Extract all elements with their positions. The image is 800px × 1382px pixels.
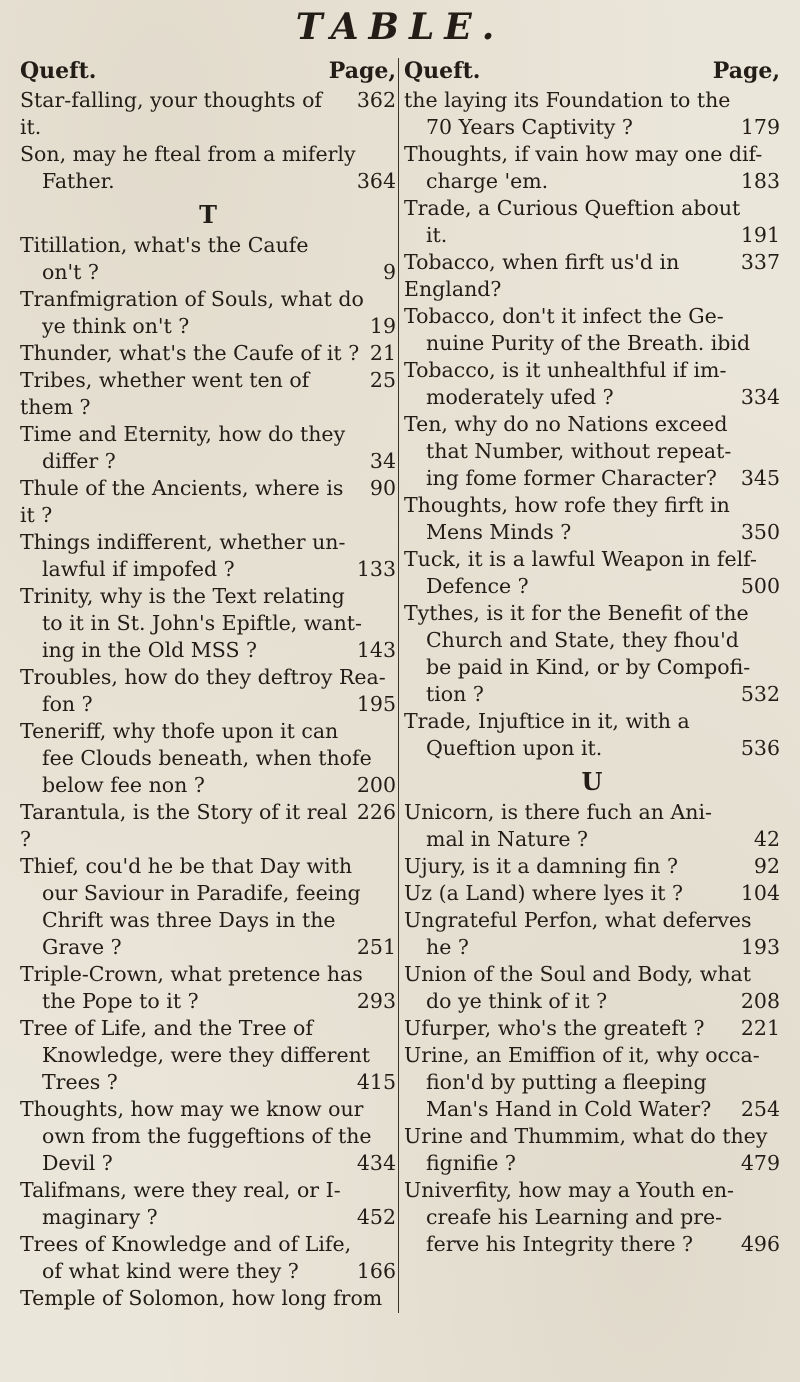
left-column bbox=[20, 58, 396, 1312]
index-entry bbox=[20, 1285, 396, 1312]
entry-line: Union of the Soul and Body, what bbox=[404, 962, 751, 986]
index-entry bbox=[20, 529, 396, 583]
entry-page-number: 191 bbox=[740, 223, 780, 247]
entry-line: Trinity, why is the Text relating bbox=[20, 584, 345, 608]
entry-page-number: 254 bbox=[740, 1097, 780, 1121]
entry-line: 193 he ? bbox=[426, 935, 780, 959]
entry-line: 532 tion ? bbox=[426, 682, 780, 706]
entry-line: Trees of Knowledge and of Life, bbox=[20, 1232, 352, 1256]
entry-page-number: 479 bbox=[740, 1151, 780, 1175]
section-letter-u: U bbox=[581, 767, 603, 796]
entry-page-number: 532 bbox=[740, 682, 780, 706]
entry-page-number: 337 bbox=[740, 250, 780, 274]
index-entry bbox=[20, 853, 396, 961]
entry-line: our Saviour in Paradife, feeing bbox=[42, 881, 361, 905]
entry-page-number: 166 bbox=[356, 1259, 396, 1283]
entry-line: 293 the Pope to it ? bbox=[42, 989, 396, 1013]
entry-line: to it in St. John's Epiftle, want- bbox=[42, 611, 362, 635]
index-entry bbox=[20, 367, 396, 421]
index-entry bbox=[20, 718, 396, 799]
entry-line: 166 of what kind were they ? bbox=[42, 1259, 396, 1283]
index-entry bbox=[404, 600, 780, 708]
entry-line: Titillation, what's the Caufe bbox=[20, 233, 309, 257]
index-entry bbox=[20, 583, 396, 664]
column-divider bbox=[398, 58, 399, 1313]
entry-line: 251 Grave ? bbox=[42, 935, 396, 959]
page-label: Page, bbox=[712, 58, 780, 84]
entry-page-number: 193 bbox=[740, 935, 780, 959]
entry-line: Urine, an Emiffion of it, why occa- bbox=[404, 1043, 760, 1067]
index-entry bbox=[404, 961, 780, 1015]
index-entry bbox=[404, 907, 780, 961]
right-entries-u bbox=[404, 799, 780, 1258]
right-column bbox=[404, 58, 780, 1258]
entry-line: 25 Tribes, whether went ten of them ? bbox=[20, 368, 396, 419]
index-entry bbox=[20, 232, 396, 286]
entry-line: 200 below fee non ? bbox=[42, 773, 396, 797]
section-letter-t: T bbox=[199, 200, 217, 229]
entry-line: 42 mal in Nature ? bbox=[426, 827, 780, 851]
entry-line: 345 ing fome former Character? bbox=[426, 466, 780, 490]
index-entry bbox=[20, 1231, 396, 1285]
entry-line: 337 Tobacco, when firft us'd in England? bbox=[404, 250, 780, 301]
index-entry bbox=[404, 1123, 780, 1177]
entry-page-number: 415 bbox=[356, 1070, 396, 1094]
index-entry bbox=[20, 475, 396, 529]
entry-line: fee Clouds beneath, when thofe bbox=[42, 746, 372, 770]
entry-line: Ungrateful Perfon, what deferves bbox=[404, 908, 752, 932]
page-label: Page, bbox=[328, 58, 396, 84]
entry-line: 21 Thunder, what's the Caufe of it ? bbox=[20, 341, 396, 365]
entry-line: Trade, a Curious Queftion about bbox=[404, 196, 741, 220]
entry-line: Thoughts, how may we know our bbox=[20, 1097, 364, 1121]
entry-line: that Number, without repeat- bbox=[426, 439, 732, 463]
entry-page-number: 500 bbox=[740, 574, 780, 598]
entry-line: 334 moderately ufed ? bbox=[426, 385, 780, 409]
entry-line: 452 maginary ? bbox=[42, 1205, 396, 1229]
entry-page-number: 452 bbox=[356, 1205, 396, 1229]
entry-line: nuine Purity of the Breath. ibid bbox=[426, 331, 751, 355]
entry-line: Triple-Crown, what pretence has bbox=[20, 962, 363, 986]
entry-line: 500 Defence ? bbox=[426, 574, 780, 598]
entry-line: Tythes, is it for the Benefit of the bbox=[404, 601, 749, 625]
index-entry bbox=[404, 853, 780, 880]
entry-line: Talifmans, were they real, or I- bbox=[20, 1178, 341, 1202]
entry-line: 254 Man's Hand in Cold Water? bbox=[426, 1097, 780, 1121]
entry-page-number: 334 bbox=[740, 385, 780, 409]
entry-line: 479 fignifie ? bbox=[426, 1151, 780, 1175]
entry-page-number: 364 bbox=[356, 169, 396, 193]
index-entry bbox=[404, 546, 780, 600]
entry-line: 104 Uz (a Land) where lyes it ? bbox=[404, 881, 780, 905]
entry-line: fion'd by putting a fleeping bbox=[426, 1070, 707, 1094]
index-entry bbox=[404, 708, 780, 762]
index-entry bbox=[404, 195, 780, 249]
entry-page-number: 208 bbox=[740, 989, 780, 1013]
index-entry bbox=[20, 286, 396, 340]
entry-page-number: 536 bbox=[740, 736, 780, 760]
entry-line: Univerfity, how may a Youth en- bbox=[404, 1178, 734, 1202]
entry-line: Troubles, how do they deftroy Rea- bbox=[20, 665, 386, 689]
entry-page-number: 200 bbox=[356, 773, 396, 797]
entry-page-number: 496 bbox=[740, 1232, 780, 1256]
entry-line: 536 Queftion upon it. bbox=[426, 736, 780, 760]
entry-page-number: 183 bbox=[740, 169, 780, 193]
entry-line: creafe his Learning and pre- bbox=[426, 1205, 723, 1229]
entry-page-number: 42 bbox=[753, 827, 780, 851]
right-column-header bbox=[404, 58, 780, 85]
entry-line: 195 fon ? bbox=[42, 692, 396, 716]
entry-line: 183 charge 'em. bbox=[426, 169, 780, 193]
entry-page-number: 226 bbox=[356, 800, 396, 824]
entry-line: Tobacco, is it unhealthful if im- bbox=[404, 358, 727, 382]
index-entry bbox=[404, 1015, 780, 1042]
index-entry bbox=[404, 799, 780, 853]
index-entry bbox=[404, 87, 780, 141]
entry-line: Time and Eternity, how do they bbox=[20, 422, 346, 446]
index-entry bbox=[404, 357, 780, 411]
entry-line: be paid in Kind, or by Compofi- bbox=[426, 655, 751, 679]
entry-line: Ten, why do no Nations exceed bbox=[404, 412, 728, 436]
entry-line: 191 it. bbox=[426, 223, 780, 247]
entry-line: Things indifferent, whether un- bbox=[20, 530, 346, 554]
entry-page-number: 90 bbox=[369, 476, 396, 500]
entry-line: 179 70 Years Captivity ? bbox=[426, 115, 780, 139]
index-entry bbox=[20, 799, 396, 853]
index-entry bbox=[20, 961, 396, 1015]
index-entry bbox=[404, 880, 780, 907]
index-entry bbox=[404, 141, 780, 195]
index-entry bbox=[20, 1015, 396, 1096]
index-entry bbox=[20, 421, 396, 475]
entry-page-number: 179 bbox=[740, 115, 780, 139]
entry-line: Teneriff, why thofe upon it can bbox=[20, 719, 339, 743]
entry-line: Tobacco, don't it infect the Ge- bbox=[404, 304, 724, 328]
index-entry bbox=[20, 87, 396, 141]
entry-line: 208 do ye think of it ? bbox=[426, 989, 780, 1013]
index-entry bbox=[20, 340, 396, 367]
index-entry bbox=[20, 141, 396, 195]
entry-line: Trade, Injuftice in it, with a bbox=[404, 709, 690, 733]
running-head: TABLE. bbox=[295, 6, 505, 48]
entry-page-number: 293 bbox=[356, 989, 396, 1013]
entry-page-number: 104 bbox=[740, 881, 780, 905]
entry-line: 90 Thule of the Ancients, where is it ? bbox=[20, 476, 396, 527]
entry-line: 143 ing in the Old MSS ? bbox=[42, 638, 396, 662]
entry-page-number: 25 bbox=[369, 368, 396, 392]
entry-line: 415 Trees ? bbox=[42, 1070, 396, 1094]
entry-line: 362 Star-falling, your thoughts of it. bbox=[20, 88, 396, 139]
entry-line: 221 Ufurper, who's the greateft ? bbox=[404, 1016, 780, 1040]
entry-page-number: 195 bbox=[356, 692, 396, 716]
entry-line: Thoughts, how rofe they firft in bbox=[404, 493, 730, 517]
entry-line: 496 ferve his Integrity there ? bbox=[426, 1232, 780, 1256]
quest-label: Queft. bbox=[404, 58, 481, 84]
entry-page-number: 251 bbox=[356, 935, 396, 959]
entry-page-number: 362 bbox=[356, 88, 396, 112]
entry-line: Thoughts, if vain how may one dif- bbox=[404, 142, 763, 166]
entry-page-number: 350 bbox=[740, 520, 780, 544]
entry-line: Tuck, it is a lawful Weapon in felf- bbox=[404, 547, 757, 571]
entry-line: Church and State, they fhou'd bbox=[426, 628, 739, 652]
entry-line: Tree of Life, and the Tree of bbox=[20, 1016, 313, 1040]
entry-line: Unicorn, is there fuch an Ani- bbox=[404, 800, 712, 824]
entry-line: 434 Devil ? bbox=[42, 1151, 396, 1175]
entry-line: 364 Father. bbox=[42, 169, 396, 193]
left-entries-t bbox=[20, 232, 396, 1312]
entry-page-number: 434 bbox=[356, 1151, 396, 1175]
entry-line: 9 on't ? bbox=[42, 260, 396, 284]
entry-page-number: 19 bbox=[369, 314, 396, 338]
entry-line: Knowledge, were they different bbox=[42, 1043, 371, 1067]
entry-line: 19 ye think on't ? bbox=[42, 314, 396, 338]
index-entry bbox=[20, 1096, 396, 1177]
index-entry bbox=[20, 1177, 396, 1231]
entry-line: 133 lawful if impofed ? bbox=[42, 557, 396, 581]
entry-page-number: 9 bbox=[382, 260, 396, 284]
index-entry bbox=[404, 1042, 780, 1123]
entry-line: Thief, cou'd he be that Day with bbox=[20, 854, 353, 878]
entry-page-number: 133 bbox=[356, 557, 396, 581]
index-entry bbox=[20, 664, 396, 718]
index-entry bbox=[404, 249, 780, 303]
left-column-header bbox=[20, 58, 396, 85]
entry-line: Urine and Thummim, what do they bbox=[404, 1124, 768, 1148]
left-entries bbox=[20, 87, 396, 195]
entry-line: Tranfmigration of Souls, what do bbox=[20, 287, 364, 311]
entry-line: 350 Mens Minds ? bbox=[426, 520, 780, 544]
index-entry bbox=[404, 1177, 780, 1258]
right-entries bbox=[404, 87, 780, 762]
entry-line: 92 Ujury, is it a damning fin ? bbox=[404, 854, 780, 878]
entry-line: Temple of Solomon, how long from bbox=[20, 1286, 383, 1310]
entry-line: the laying its Foundation to the bbox=[404, 88, 731, 112]
entry-page-number: 21 bbox=[369, 341, 396, 365]
index-entry bbox=[404, 411, 780, 492]
entry-line: 34 differ ? bbox=[42, 449, 396, 473]
entry-page-number: 34 bbox=[369, 449, 396, 473]
entry-page-number: 221 bbox=[740, 1016, 780, 1040]
index-entry bbox=[404, 492, 780, 546]
entry-page-number: 345 bbox=[740, 466, 780, 490]
entry-line: Chrift was three Days in the bbox=[42, 908, 336, 932]
entry-line: own from the fuggeftions of the bbox=[42, 1124, 372, 1148]
entry-line: 226 Tarantula, is the Story of it real ? bbox=[20, 800, 396, 851]
entry-page-number: 143 bbox=[356, 638, 396, 662]
entry-line: Son, may he fteal from a miferly bbox=[20, 142, 356, 166]
quest-label: Queft. bbox=[20, 58, 97, 84]
index-entry bbox=[404, 303, 780, 357]
entry-page-number: 92 bbox=[753, 854, 780, 878]
